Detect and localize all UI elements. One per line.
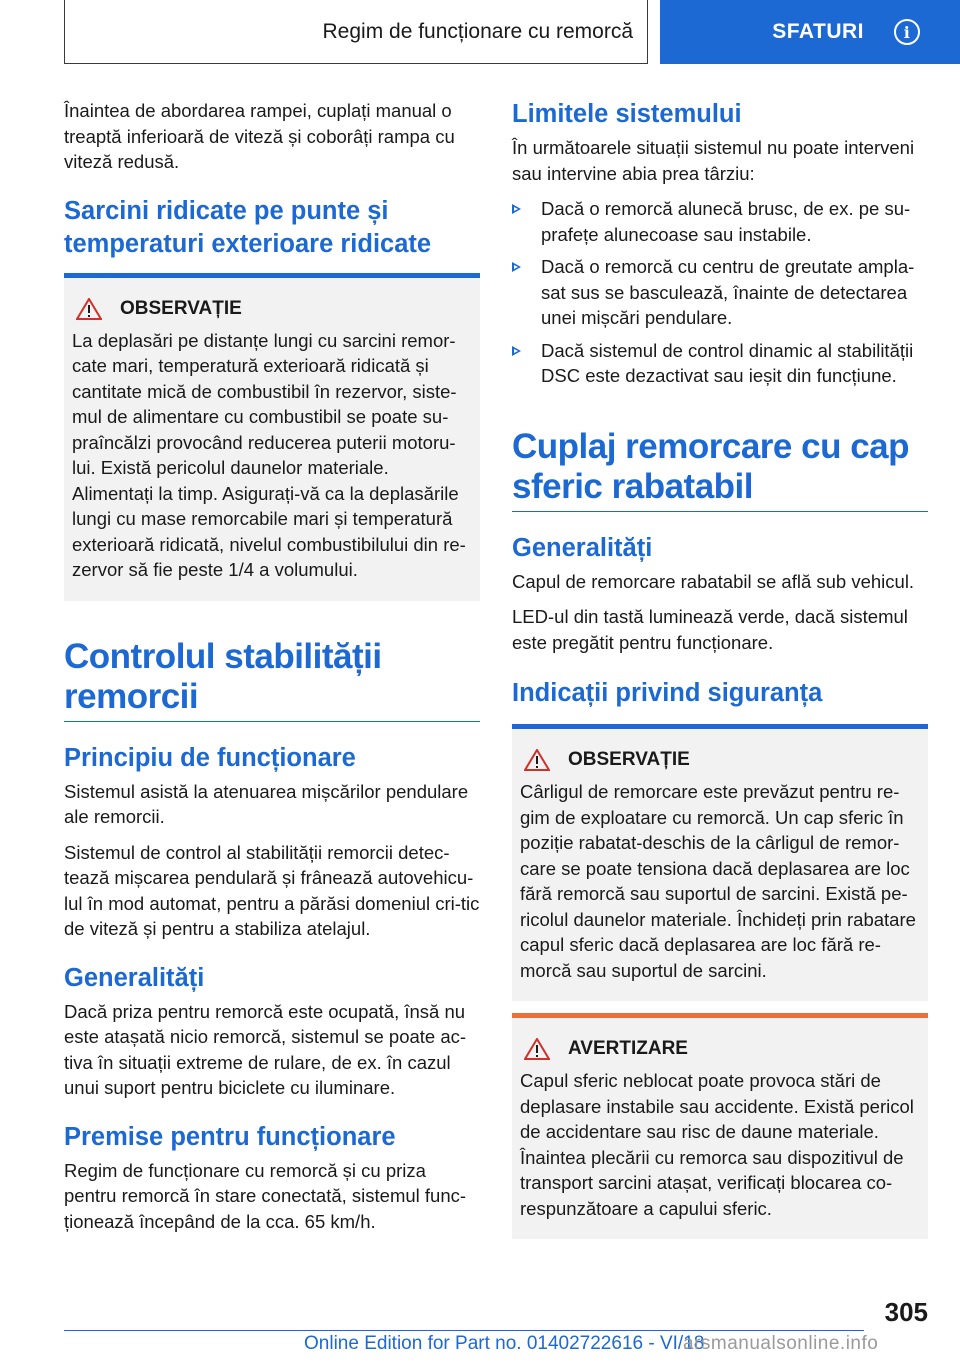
note-text: La deplasări pe distanțe lungi cu sarcini remor-cate mari, temperatură exterioară ridicată și cantitate mică de combustibil în rezervor, siste-mul de alimentare cu combustibil se poate su-praîncălzi provocând reducerea puterii motoru-lui. Există pericolul daunelor materiale. Alimentați la timp. Asigurați-vă ca la deplasările lungi cu mase remorcabile mari și temperatură exterioară ridicată, nivelul combustibilului din re-zervor să fie peste 1/4 a volumului. (72, 329, 466, 580)
footer-watermark: arsmanualsonline.info (683, 1333, 879, 1354)
right-column (512, 98, 928, 1249)
note-label: OBSERVAȚIE (120, 297, 242, 319)
header-tab-sfaturi[interactable] (660, 0, 960, 64)
note-header (72, 298, 472, 320)
heading-general: Generalități (64, 963, 205, 992)
prerequisites-paragraph: Regim de funcționare cu remorcă și cu priza pentru remorcă în stare conectată, sistemul func-ționează începând de la cca. 65 km/h. (64, 1159, 467, 1232)
list-item: Dacă o remorcă cu centru de greutate ampla-sat sus se basculează, înainte de detectarea unei mișcări pendulare. (512, 254, 928, 331)
note-text: Capul sferic neblocat poate provoca stări de deplasare instabile sau accidente. Există pericol de accidentare sau risc de daune materiale. Înaintea plecării cu remorca sau dispozitivul de transport sarcini atașat, verificați blocarea co-respunzătoare a capului sferic. (520, 1070, 914, 1219)
left-column (64, 98, 480, 1244)
list-item: Dacă o remorcă alunecă brusc, de ex. pe su-prafețe alunecoase sau instabile. (512, 196, 928, 247)
triangle-bullet-icon (512, 346, 521, 356)
warning-triangle-icon (76, 298, 102, 320)
triangle-bullet-icon (512, 204, 521, 214)
general-paragraph: Dacă priza pentru remorcă este ocupată, însă nu este atașată nicio remorcă, sistemul se poate ac-tiva în situații extreme de rulare, de ex. în cazul unui suport pentru biciclete cu iluminare. (64, 1000, 467, 1098)
limits-intro: În următoarele situații sistemul nu poate interveni sau intervine abia prea târziu: (512, 137, 915, 184)
note-label: OBSERVAȚIE (568, 749, 690, 770)
note-text: Cârligul de remorcare este prevăzut pentru re-gim de exploatare cu remorcă. Un cap sferic în poziție rabatat-deschis de la cârligul de remor-care se poate tensiona dacă deplasarea are loc fără remorcă sau suportul de sarcini. Există pe-ricolul daunelor materiale. Închideți prin rabatare capul sferic dacă deplasarea are loc fără re-morcă sau suportul de sarcini. (520, 781, 916, 981)
heading-loads: Sarcini ridicate pe punte și temperaturi exterioare ridicate (64, 196, 432, 258)
tab-label: SFATURI (772, 20, 864, 43)
note-observatie-2 (512, 724, 928, 1001)
limits-list (512, 196, 928, 389)
triangle-bullet-icon (512, 262, 521, 272)
footer-edition: Online Edition for Part no. 01402722616 - VI/18 (304, 1333, 705, 1354)
footer-divider (64, 1330, 864, 1331)
heading-stability: Controlul stabilității remorcii (64, 636, 382, 716)
warning-triangle-icon (524, 1038, 550, 1060)
info-icon: i (894, 19, 920, 45)
general-right-paragraph-1: Capul de remorcare rabatabil se află sub vehicul. (512, 570, 915, 592)
warning-triangle-icon (524, 749, 550, 771)
note-label: AVERTIZARE (568, 1038, 688, 1059)
note-avertizare (512, 1013, 928, 1239)
note-observatie-1 (64, 273, 480, 601)
principle-paragraph-1: Sistemul asistă la atenuarea mișcărilor pendulare ale remorcii. (64, 780, 469, 827)
note-header (520, 749, 920, 771)
page-number: 305 (884, 1297, 928, 1327)
heading-hitch-block (512, 427, 928, 512)
list-item: Dacă sistemul de control dinamic al stabilității DSC este dezactivat sau ieșit din funcțiune. (512, 338, 928, 389)
heading-prerequisites: Premise pentru funcționare (64, 1122, 396, 1151)
general-right-paragraph-2: LED-ul din tastă luminează verde, dacă sistemul este pregătit pentru funcționare. (512, 606, 908, 653)
heading-stability-block (64, 637, 480, 722)
heading-hitch: Cuplaj remorcare cu cap sferic rabatabil (512, 426, 909, 506)
principle-paragraph-2: Sistemul de control al stabilității remorcii detec-tează mișcarea pendulară și frânează autovehicu-lul în mod automat, pentru a părăsi domeniul cri-tic de viteză și pentru a stabiliza atelajul. (64, 841, 480, 939)
heading-safety: Indicații privind siguranța (512, 679, 823, 707)
note-header (520, 1038, 920, 1060)
section-title-text: Regim de funcționare cu remorcă (322, 19, 633, 43)
heading-limits: Limitele sistemului (512, 100, 742, 128)
intro-paragraph: Înaintea de abordarea rampei, cuplați manual o treaptă inferioară de viteză și coborâți rampa cu viteză redusă. (64, 100, 455, 172)
heading-general-right: Generalități (512, 533, 653, 562)
header-section-title (64, 0, 648, 64)
heading-principle: Principiu de funcționare (64, 743, 356, 772)
